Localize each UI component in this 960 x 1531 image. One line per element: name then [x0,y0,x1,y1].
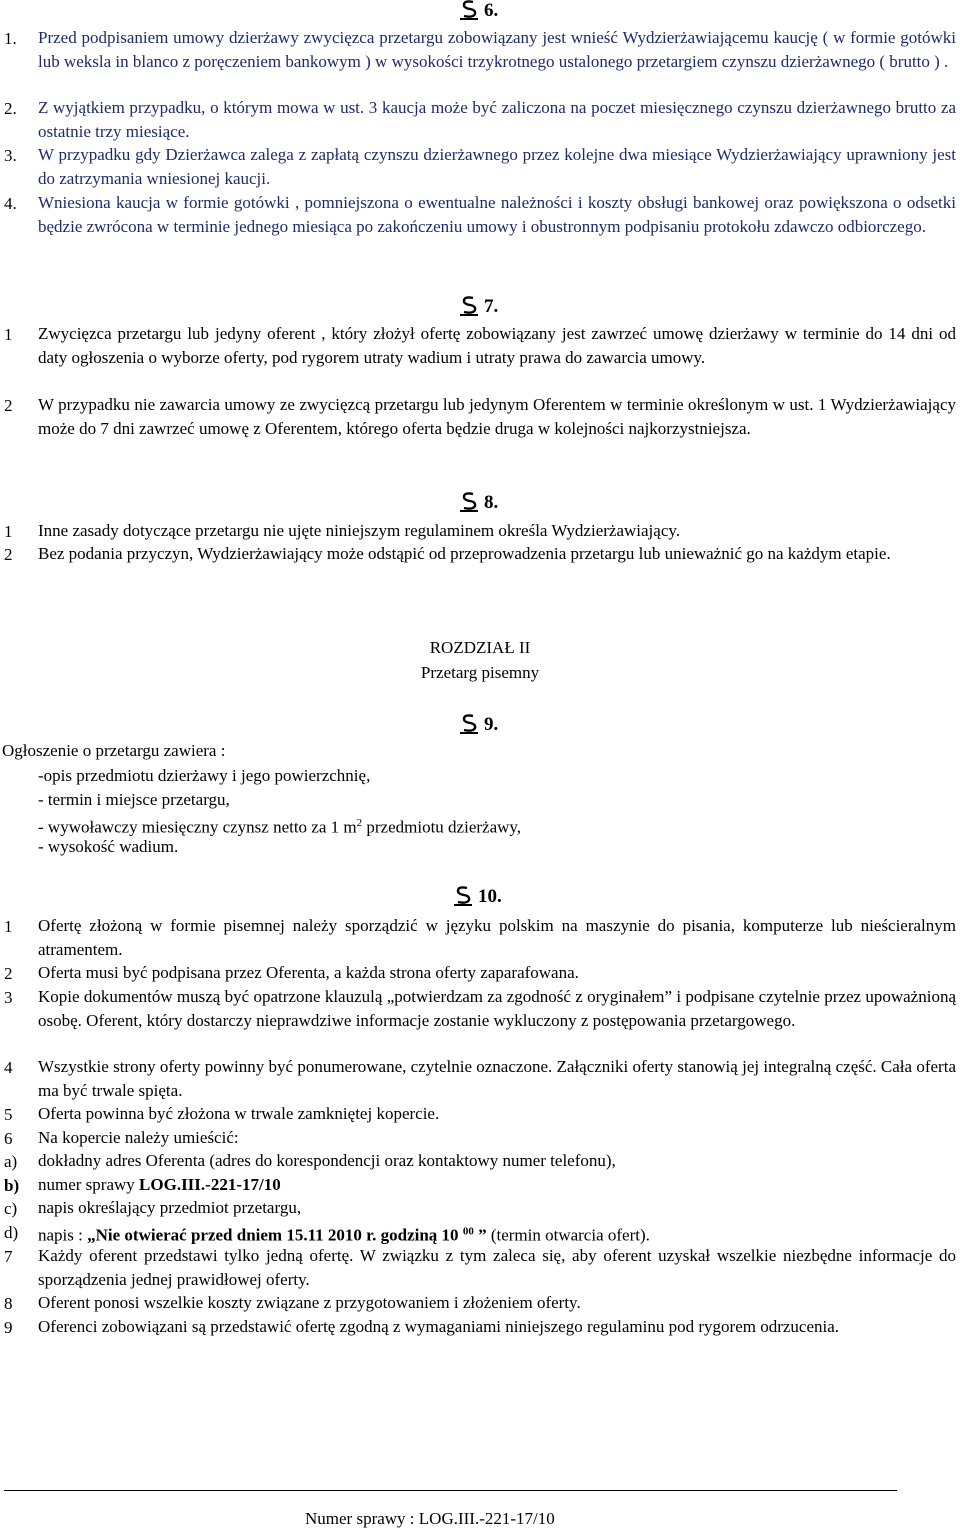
paragraph-sign-icon [452,884,474,906]
paragraph-sign-icon [458,490,480,512]
s8-item-2: Bez podania przyczyn, Wydzierżawiający może odstąpić od przeprowadzenia przetargu lub unieważnić go na każdym etapie. [38,544,891,563]
s7-item-2: W przypadku nie zawarcia umowy ze zwycięzcą przetargu lub jedynym Oferentem w terminie określonym w ust. 1 Wydzierżawiający może do 7 dni zawrzeć umowę z Oferentem, którego oferta będzie druga w kolejności najkorzystniejsza. [38,395,956,438]
s6-item-3-num: 3. [4,146,17,165]
s10-item-2-num: 2 [4,964,13,983]
chapter-subtitle: Przetarg pisemny [420,663,540,682]
s10-item-5: Oferta powinna być złożona w trwale zamkniętej kopercie. [38,1104,440,1123]
s10-item-b-num: b) [4,1176,20,1195]
footer-case-number: Numer sprawy : LOG.III.-221-17/10 [305,1509,555,1528]
paragraph-sign-icon [458,294,480,316]
s10-item-a-num: a) [4,1152,18,1171]
s9-line-4: - wysokość wadium. [38,837,179,856]
s10-item-9: Oferenci zobowiązani są przedstawić ofertę zgodną z wymaganiami niniejszego regulaminu pod rygorem odrzucenia. [38,1317,840,1336]
s7-item-1-num: 1 [4,325,13,344]
section-6-heading: 6. [458,0,498,22]
s10-item-a: dokładny adres Oferenta (adres do korespondencji oraz kontaktowy numer telefonu), [38,1151,616,1170]
s10-item-7-num: 7 [4,1247,13,1266]
s9-intro: Ogłoszenie o przetargu zawiera : [2,741,226,760]
s10-item-5-num: 5 [4,1105,13,1124]
chapter-title: ROZDZIAŁ II [429,638,531,657]
s6-item-1-num: 1. [4,29,17,48]
s6-item-2-num: 2. [4,99,17,118]
s8-item-2-num: 2 [4,545,13,564]
s7-item-1: Zwycięzca przetargu lub jedyny oferent , który złożył ofertę zobowiązany jest zawrzeć umowę dzierżawy w terminie do 14 dni od daty ogłoszenia o wyborze oferty, pod rygorem utraty wadium i utraty prawa do zawarcia umowy. [38,324,956,367]
s8-item-1-num: 1 [4,522,13,541]
s9-line-1: -opis przedmiotu dzierżawy i jego powierzchnię, [38,766,371,785]
s10-item-8: Oferent ponosi wszelkie koszty związane z przygotowaniem i złożeniem oferty. [38,1293,581,1312]
s10-item-1: Ofertę złożoną w formie pisemnej należy sporządzić w języku polskim na maszynie do pisania, komputerze lub nieścieralnym atramentem. [38,916,956,959]
s10-item-7: Każdy oferent przedstawi tylko jedną ofertę. W związku z tym zaleca się, aby oferent uzyskał wszelkie niezbędne informacje do sporządzenia jednej prawidłowej oferty. [38,1246,956,1289]
s10-item-d: napis : „Nie otwierać przed dniem 15.11 2010 r. godziną 10 $^{00}$ ” (termin otwarcia ofert). [38,1225,650,1245]
s10-item-4-num: 4 [4,1058,13,1077]
s6-item-4-num: 4. [4,194,17,213]
s6-item-2: Z wyjątkiem przypadku, o którym mowa w ust. 3 kaucja może być zaliczona na poczet miesięcznego czynszu dzierżawnego brutto za ostatnie trzy miesiące. [38,98,956,141]
section-8-heading: 8. [458,490,498,514]
s10-item-c-num: c) [4,1199,18,1218]
s6-item-3: W przypadku gdy Dzierżawca zalega z zapłatą czynszu dzierżawnego przez kolejne dwa miesiące Wydzierżawiający uprawniony jest do zatrzymania wniesionej kaucji. [38,145,956,188]
s10-item-6-num: 6 [4,1129,13,1148]
s6-item-4: Wniesiona kaucja w formie gotówki , pomniejszona o ewentualne należności i koszty obsługi bankowej oraz powiększona o odsetki będzie zwrócona w terminie jednego miesiąca po zakończeniu umowy i obustronnym podpisaniu protokołu zdawczo odbiorczego. [38,193,956,236]
section-9-heading: 9. [458,712,498,736]
section-7-heading: 7. [458,294,498,318]
paragraph-sign-icon [458,0,480,20]
footer-divider [4,1490,897,1491]
s10-item-4: Wszystkie strony oferty powinny być ponumerowane, czytelnie oznaczone. Załączniki oferty stanowią jej integralną część. Cała oferta ma być trwale spięta. [38,1057,956,1100]
s10-item-2: Oferta musi być podpisana przez Oferenta, a każda strona oferty zaparafowana. [38,963,579,982]
s6-item-1: Przed podpisaniem umowy dzierżawy zwycięzca przetargu zobowiązany jest wnieść Wydzierżawiającemu kaucję ( w formie gotówki lub weksla in blanco z poręczeniem bankowym ) w wysokości trzykrotnego ustalonego przetargiem czynszu dzierżawnego ( brutto ) . [38,28,956,71]
s10-item-8-num: 8 [4,1294,13,1313]
s10-item-1-num: 1 [4,917,13,936]
s9-line-3: - wywoławczy miesięczny czynsz netto za 1 $m^2$ przedmiotu dzierżawy, [38,817,522,837]
paragraph-sign-icon [458,712,480,734]
s10-item-6: Na kopercie należy umieścić: [38,1128,239,1147]
s10-item-3: Kopie dokumentów muszą być opatrzone klauzulą „potwierdzam za zgodność z oryginałem” i podpisane czytelnie przez upoważnioną osobę. Oferent, który dostarczy nieprawdziwe informacje zostanie wykluczony z postępowania przetargowego. [38,987,956,1030]
s8-item-1: Inne zasady dotyczące przetargu nie ujęte niniejszym regulaminem określa Wydzierżawiający. [38,521,681,540]
s9-line-2: - termin i miejsce przetargu, [38,790,230,809]
s10-item-c: napis określający przedmiot przetargu, [38,1198,302,1217]
s10-item-d-num: d) [4,1223,19,1242]
section-10-heading: 10. [452,884,502,908]
s10-item-3-num: 3 [4,988,13,1007]
s10-item-b: numer sprawy LOG.III.-221-17/10 [38,1175,281,1194]
s10-item-9-num: 9 [4,1318,13,1337]
s7-item-2-num: 2 [4,396,13,415]
